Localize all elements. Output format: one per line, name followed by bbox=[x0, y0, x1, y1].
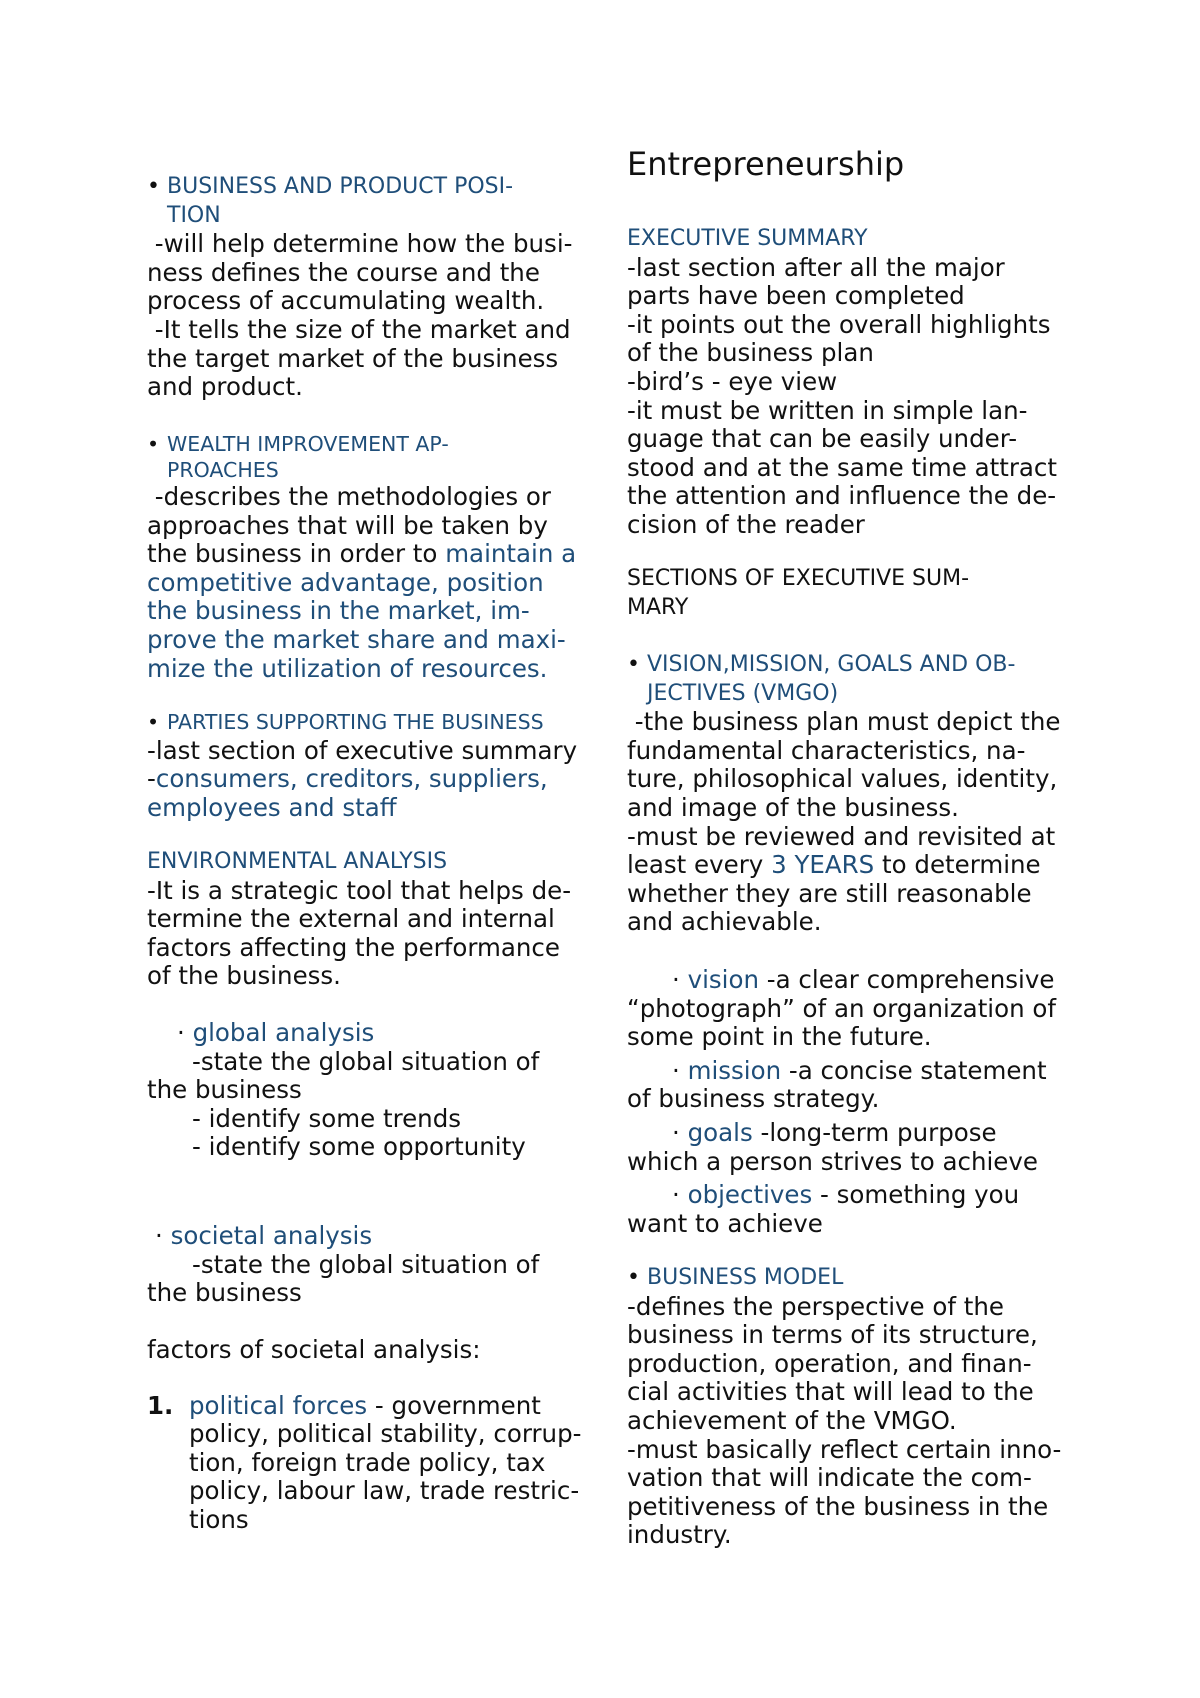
body-line: - identify some trends bbox=[192, 1103, 462, 1133]
body-line bbox=[147, 540, 587, 569]
societal-analysis-section bbox=[147, 1222, 587, 1308]
term: vision bbox=[687, 965, 759, 994]
highlight-line: competitive advantage, position bbox=[147, 567, 544, 597]
body-line bbox=[147, 765, 587, 794]
global-analysis-section bbox=[147, 1019, 587, 1162]
body-line: fundamental characteristics, na- bbox=[627, 735, 1026, 765]
body-line: -describes the methodologies or bbox=[147, 482, 551, 511]
body-text: the business in order to bbox=[147, 539, 446, 569]
body-line: -defines the perspective of the bbox=[627, 1291, 1004, 1321]
body-line: whether they are still reasonable bbox=[627, 878, 1032, 908]
body-line: -will help determine how the busi- bbox=[147, 229, 573, 259]
section-heading: BUSINESS AND PRODUCT POSI- bbox=[167, 174, 514, 199]
body-line: factors affecting the performance bbox=[147, 932, 560, 962]
body-text: - government bbox=[367, 1390, 541, 1420]
body-line: factors of societal analysis: bbox=[147, 1335, 481, 1364]
section-heading: PARTIES SUPPORTING THE BUSINESS bbox=[167, 710, 544, 734]
bullet: • bbox=[147, 710, 160, 734]
body-text: -long-term purpose bbox=[752, 1117, 997, 1147]
highlight-text: 3 YEARS bbox=[771, 850, 875, 880]
body-line: guage that can be easily under- bbox=[627, 424, 1018, 454]
bullet: · bbox=[672, 1117, 688, 1147]
subheading-line bbox=[147, 1222, 587, 1251]
sections-heading-block bbox=[627, 565, 1067, 622]
subheading-line bbox=[147, 1019, 587, 1048]
bullet: • bbox=[627, 652, 640, 677]
highlight-text: consumers, creditors, suppliers, bbox=[155, 764, 548, 794]
body-text: - bbox=[147, 764, 156, 794]
section-heading: EXECUTIVE SUMMARY bbox=[627, 226, 868, 251]
section-heading: PROACHES bbox=[167, 458, 279, 482]
body-line: -the business plan must depict the bbox=[627, 707, 1061, 737]
body-text: to determine bbox=[874, 850, 1041, 880]
factors-section bbox=[147, 1336, 587, 1535]
bullet: • bbox=[627, 1265, 640, 1290]
page-title-block bbox=[627, 144, 1067, 184]
body-line: -it must be written in simple lan- bbox=[627, 395, 1028, 425]
body-line: cial activities that will lead to the bbox=[627, 1377, 1034, 1407]
body-line: the business bbox=[147, 1278, 302, 1308]
bullet: · bbox=[155, 1221, 171, 1250]
body-line: and image of the business. bbox=[627, 792, 959, 822]
body-text: least every bbox=[627, 850, 772, 880]
body-line: - identify some opportunity bbox=[192, 1132, 526, 1162]
business-model-section bbox=[627, 1264, 1067, 1550]
body-text: policy, labour law, trade restric- bbox=[189, 1476, 580, 1506]
body-line: which a person strives to achieve bbox=[627, 1146, 1038, 1176]
section-heading: MARY bbox=[627, 594, 689, 620]
term: goals bbox=[687, 1117, 753, 1147]
body-text: tions bbox=[189, 1504, 249, 1534]
body-line: ness defines the course and the bbox=[147, 257, 540, 287]
body-line: “photograph” of an organization of bbox=[627, 993, 1057, 1023]
body-text: policy, political stability, corrup- bbox=[189, 1419, 582, 1449]
definition-line bbox=[627, 1119, 1067, 1148]
section-heading: TION bbox=[167, 202, 221, 228]
bullet: · bbox=[672, 965, 688, 994]
body-line: -must basically reflect certain inno- bbox=[627, 1434, 1062, 1464]
body-line: and product. bbox=[147, 372, 303, 402]
bullet: · bbox=[672, 1055, 688, 1085]
section-heading: BUSINESS MODEL bbox=[647, 1265, 844, 1290]
body-text: -a concise statement bbox=[781, 1055, 1047, 1085]
parties-supporting-section bbox=[147, 708, 587, 822]
section-heading: WEALTH IMPROVEMENT AP- bbox=[167, 432, 449, 456]
body-line: -It is a strategic tool that helps de- bbox=[147, 875, 572, 905]
body-line: want to achieve bbox=[627, 1208, 823, 1238]
numbered-item bbox=[147, 1392, 587, 1535]
body-line: parts have been completed bbox=[627, 281, 965, 311]
highlight-line: the business in the market, im- bbox=[147, 596, 530, 626]
highlight-text: maintain a bbox=[445, 539, 577, 569]
body-line: -must be reviewed and revisited at bbox=[627, 821, 1056, 851]
term: mission bbox=[687, 1055, 782, 1085]
highlight-line: prove the market share and maxi- bbox=[147, 624, 566, 654]
highlight-line: mize the utilization of resources. bbox=[147, 653, 548, 683]
section-heading: SECTIONS OF EXECUTIVE SUM- bbox=[627, 566, 970, 591]
body-line bbox=[627, 851, 1067, 880]
environmental-analysis-section bbox=[147, 848, 587, 991]
wealth-improvement-section bbox=[147, 431, 587, 683]
subheading: societal analysis bbox=[170, 1221, 373, 1250]
body-line: vation that will indicate the com- bbox=[627, 1463, 1032, 1493]
body-line: -it points out the overall highlights bbox=[627, 309, 1051, 339]
body-text: - something you bbox=[812, 1180, 1020, 1210]
body-line: -state the global situation of bbox=[192, 1249, 540, 1279]
body-line: of the business plan bbox=[627, 338, 874, 368]
body-line: business in terms of its structure, bbox=[627, 1320, 1038, 1350]
body-line: some point in the future. bbox=[627, 1022, 932, 1052]
body-line: of business strategy. bbox=[627, 1084, 880, 1114]
body-line: approaches that will be taken by bbox=[147, 510, 548, 540]
body-line: -last section after all the major bbox=[627, 252, 1005, 282]
definition-line bbox=[627, 1181, 1067, 1210]
body-line: termine the external and internal bbox=[147, 904, 555, 934]
body-line: -bird’s - eye view bbox=[627, 366, 838, 396]
highlight-line: employees and staff bbox=[147, 792, 397, 822]
body-line: of the business. bbox=[147, 961, 341, 991]
bullet: • bbox=[147, 174, 160, 199]
section-heading: VISION,MISSION, GOALS AND OB- bbox=[647, 652, 1016, 677]
body-text: -a clear comprehensive bbox=[758, 965, 1055, 994]
section-heading: ENVIRONMENTAL ANALYSIS bbox=[147, 849, 448, 874]
body-line: and achievable. bbox=[627, 907, 822, 937]
body-line: the business bbox=[147, 1075, 302, 1105]
bullet: • bbox=[147, 432, 160, 456]
body-line: stood and at the same time attract bbox=[627, 452, 1058, 482]
body-line: petitiveness of the business in the bbox=[627, 1491, 1049, 1521]
subheading: global analysis bbox=[192, 1018, 375, 1047]
page-title: Entrepreneurship bbox=[627, 145, 905, 183]
section-heading: JECTIVES (VMGO) bbox=[647, 680, 839, 706]
bullet: · bbox=[672, 1180, 688, 1210]
vmgo-definitions bbox=[627, 966, 1067, 1238]
body-line: process of accumulating wealth. bbox=[147, 286, 545, 316]
item-number: 1. bbox=[147, 1390, 174, 1420]
body-text: tion, foreign trade policy, tax bbox=[189, 1447, 546, 1477]
bullet: · bbox=[177, 1018, 193, 1047]
body-line: the target market of the business bbox=[147, 343, 559, 373]
term: objectives bbox=[687, 1180, 813, 1210]
body-line: industry. bbox=[627, 1520, 732, 1550]
body-line: -state the global situation of bbox=[192, 1046, 540, 1076]
body-line: cision of the reader bbox=[627, 509, 865, 539]
item-label: political forces bbox=[189, 1390, 368, 1420]
vmgo-section bbox=[627, 651, 1067, 937]
definition-line bbox=[627, 1057, 1067, 1086]
executive-summary-section bbox=[627, 225, 1067, 540]
body-line: ture, philosophical values, identity, bbox=[627, 764, 1058, 794]
body-line: -It tells the size of the market and bbox=[147, 314, 571, 344]
body-line: production, operation, and finan- bbox=[627, 1348, 1032, 1378]
definition-line bbox=[627, 966, 1067, 995]
body-line: achievement of the VMGO. bbox=[627, 1405, 957, 1435]
body-line: the attention and influence the de- bbox=[627, 481, 1057, 511]
business-product-position-section bbox=[147, 173, 587, 402]
body-line: -last section of executive summary bbox=[147, 735, 578, 765]
